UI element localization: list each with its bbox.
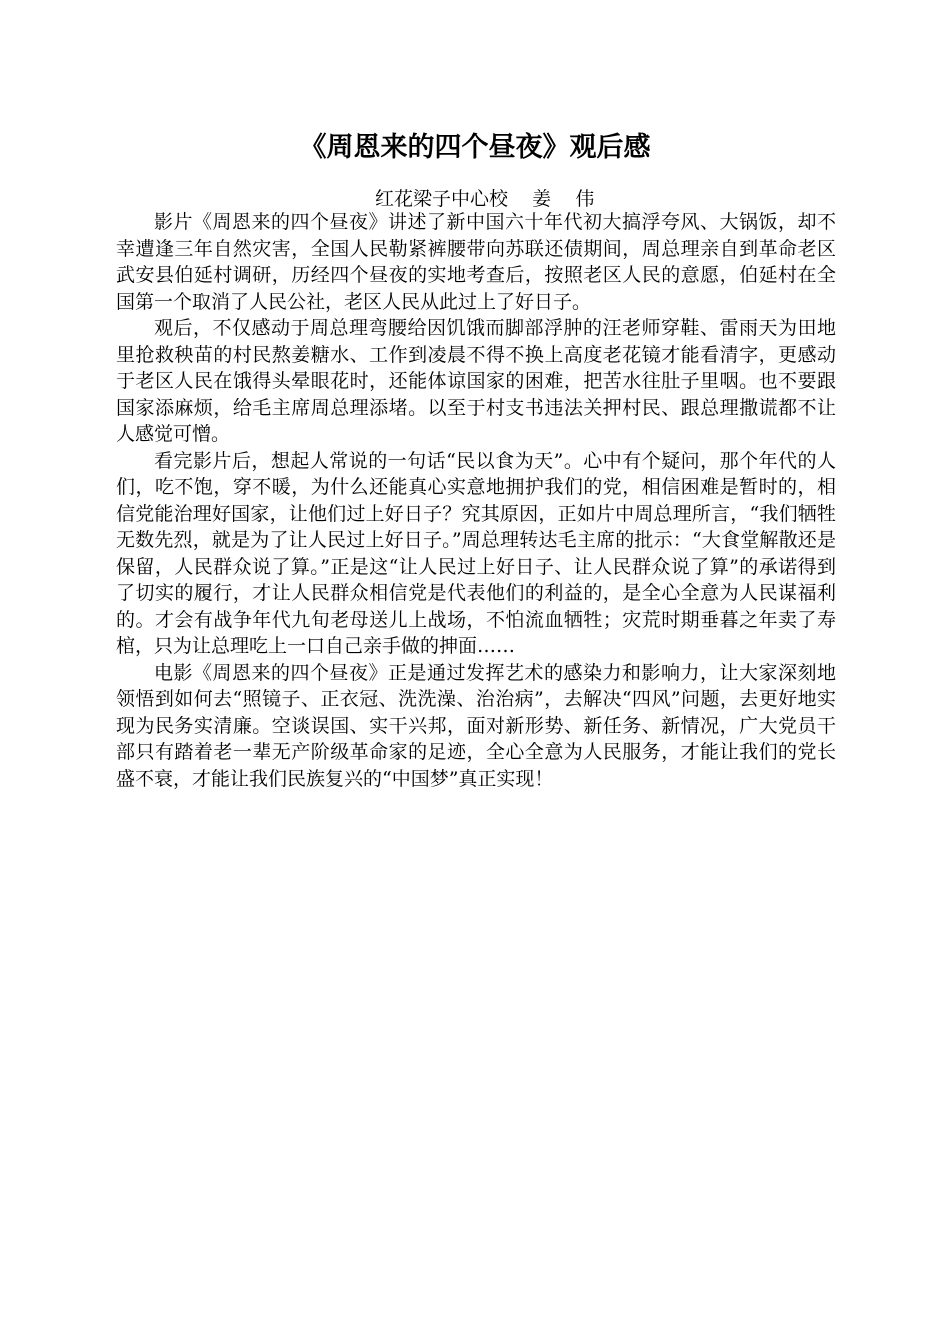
paragraph-1: 影片《周恩来的四个昼夜》讲述了新中国六十年代初大搞浮夸风、大锅饭，却不幸遭逢三年自然灾害，全国人民勒紧裤腰带向苏联还债期间，周总理亲自到革命老区武安县伯延村调研，历经四个昼夜的实地考查后，按照老区人民的意愿，伯延村在全国第一个取消了人民公社，老区人民从此过上了好日子。 <box>116 211 836 313</box>
paragraph-2: 观后，不仅感动于周总理弯腰给因饥饿而脚部浮肿的汪老师穿鞋、雷雨天为田地里抢救秧苗的村民熬姜糖水、工作到凌晨不得不换上高度老花镜才能看清字，更感动于老区人民在饿得头晕眼花时，还能体谅国家的困难，把苦水往肚子里咽。也不要跟国家添麻烦，给毛主席周总理添堵。以至于村支书违法关押村民、跟总理撒谎都不让人感觉可憎。 <box>116 317 836 445</box>
author-line: 红花梁子中心校 姜 伟 <box>375 188 595 210</box>
document-body <box>116 209 836 792</box>
document-title: 《周恩来的四个昼夜》观后感 <box>299 132 651 163</box>
paragraph-3: 看完影片后，想起人常说的一句话“民以食为天”。心中有个疑问，那个年代的人们，吃不饱，穿不暖，为什么还能真心实意地拥护我们的党，相信困难是暂时的，相信党能治理好国家，让他们过上好日子？究其原因，正如片中周总理所言，“我们牺牲无数先烈，就是为了让人民过上好日子。”周总理转达毛主席的批示：“大食堂解散还是保留，人民群众说了算。”正是这“让人民过上好日子、让人民群众说了算”的承诺得到了切实的履行，才让人民群众相信党是代表他们的利益的，是全心全意为人民谋福利的。才会有战争年代九旬老母送儿上战场，不怕流血牺牲；灾荒时期垂暮之年卖了寿棺，只为让总理吃上一口自己亲手做的抻面…… <box>116 449 836 657</box>
paragraph-4: 电影《周恩来的四个昼夜》正是通过发挥艺术的感染力和影响力，让大家深刻地领悟到如何去“照镜子、正衣冠、洗洗澡、治治病”，去解决“四风”问题，去更好地实现为民务实清廉。空谈误国、实干兴邦，面对新形势、新任务、新情况，广大党员干部只有踏着老一辈无产阶级革命家的足迹，全心全意为人民服务，才能让我们的党长盛不衰，才能让我们民族复兴的“中国梦”真正实现！ <box>116 661 836 790</box>
